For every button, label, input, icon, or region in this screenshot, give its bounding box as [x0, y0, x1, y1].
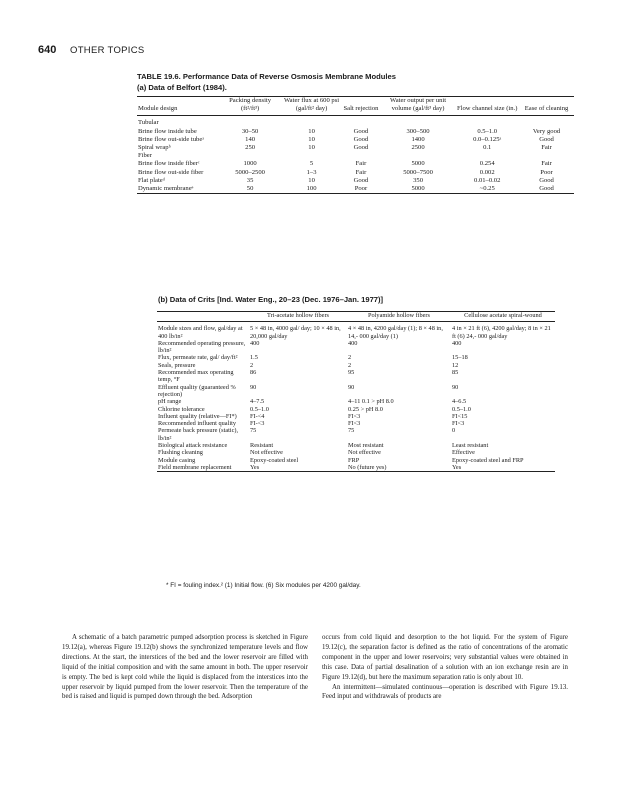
table-b-cell: Chlorine tolerance — [158, 405, 205, 413]
table-b-row — [157, 384, 555, 399]
table-b-row — [157, 413, 555, 420]
table-a-cell: Good — [353, 144, 369, 152]
table-b-cell: 4–11 0.1 > pH 8.0 — [348, 398, 394, 406]
table-a-cell: 1000 — [243, 160, 257, 168]
table-a-cell: 100 — [306, 185, 317, 193]
table-a-row — [137, 128, 574, 136]
table-a-row — [137, 116, 574, 128]
table-a-cell — [282, 116, 341, 128]
table-a-cell — [218, 152, 282, 160]
table-a-cell: 250 — [245, 144, 256, 152]
table-a-row — [137, 144, 574, 152]
table-b-subtitle: (b) Data of Crits [Ind. Water Eng., 20–23 (Dec. 1976–Jan. 1977)] — [158, 295, 384, 304]
table-a-cell: 2500 — [411, 144, 425, 152]
table-a-cell: Good — [539, 185, 554, 193]
table-b-cell: 75 — [348, 427, 355, 435]
table-b-cell: Flux, permeate rate, gal/ day/ft² — [158, 354, 238, 362]
table-b-cell: Recommended influent quality — [158, 420, 236, 428]
table-a-cell: Fair — [541, 160, 552, 168]
table-b-cell: Flushing cleaning — [158, 449, 203, 457]
table-a-cell: 1400 — [411, 135, 425, 143]
table-b-row — [157, 420, 555, 427]
table-a-body — [137, 116, 574, 194]
table-a-cell: 350 — [413, 176, 423, 184]
table-b-cell: 4 in × 21 ft (6), 4200 gal/day; 8 in × 21 ft (6) 24,- 000 gal/day — [452, 325, 551, 340]
table-a-cell: 0.002 — [479, 168, 495, 176]
table-b-cell: 1.5 — [250, 354, 258, 362]
table-a-cell: Dynamic membraneᵉ — [138, 185, 194, 193]
table-b-cell: Influent quality (relative—FI*) — [158, 412, 237, 420]
table-a-cell: 10 — [308, 135, 315, 143]
table-b-cell: Effluent quality (guaranteed % rejection) — [158, 383, 236, 398]
table-b-cell: 0 — [452, 427, 456, 435]
table-b-cell: 2 — [250, 361, 254, 369]
table-b-cell: pH range — [158, 398, 182, 406]
table-a-cell: Good — [539, 176, 554, 184]
table-a-cell: Poor — [354, 185, 368, 193]
table-b-header-cell — [157, 312, 249, 322]
table-a-subtitle: (a) Data of Belfort (1984). — [137, 83, 227, 92]
table-b-header-row — [157, 312, 555, 322]
table-a-cell — [519, 152, 574, 160]
table-a-header-cell: Water flux at 600 psi (gal/ft² day) — [283, 97, 340, 113]
table-a-cell: Good — [539, 135, 554, 143]
table-a-cell: 0.254 — [479, 160, 495, 168]
table-a-cell — [218, 116, 282, 128]
table-a-cell: Brine flow out-side fiber — [138, 168, 204, 176]
table-b-cell: Not effective — [250, 449, 283, 457]
table-b-cell: Epoxy-coated steel and FRP — [452, 456, 524, 464]
table-b-row — [157, 406, 555, 413]
table-a-cell: Fair — [355, 168, 367, 176]
table-b-row — [157, 322, 555, 340]
body-right-column — [322, 633, 568, 702]
table-b-row — [157, 449, 555, 456]
table-b-row — [157, 369, 555, 384]
table-a-header-cell: Ease of cleaning — [524, 105, 569, 113]
table-b-cell: Effective — [452, 449, 475, 457]
table-a-row — [137, 177, 574, 185]
table-a-cell: Fair — [541, 144, 552, 152]
table-a-cell: Spiral wrapᵇ — [138, 144, 171, 152]
table-a-cell: 50 — [246, 185, 254, 193]
table-a-cell: Very good — [532, 127, 561, 135]
table-b-header-cell: Tri-acetate hollow fibers — [266, 312, 330, 319]
table-b-header-cell: Polyamide hollow fibers — [368, 312, 430, 319]
table-a-header-cell: Salt rejection — [343, 105, 379, 113]
table-b-cell: 5 × 48 in, 4000 gal/ day; 10 × 48 in, 20,000 gal/day — [250, 325, 341, 340]
table-b-cell: 2 — [348, 354, 352, 362]
table-b-cell: 0.5–1.0 — [452, 405, 471, 413]
table-b-cell: Epoxy-coated steel — [250, 456, 299, 464]
table-b-cell: Most resistant — [348, 442, 384, 450]
table-b-cell: FI-<3 — [250, 420, 265, 428]
table-b-cell: No (future yes) — [348, 463, 387, 471]
table-b-cell: Least resistant — [452, 442, 489, 450]
table-b-cell: Recommended operating pressure, lb/in² — [158, 339, 246, 355]
table-a-cell — [455, 116, 519, 128]
table-b-cell: 15–18 — [452, 354, 468, 362]
table-a-cell: 0.5–1.0 — [477, 127, 498, 135]
body-paragraph: An intermittent—simulated continuous—operation is described with Figure 19.13. Feed input and withdrawals of products are — [322, 683, 568, 701]
table-a-row — [137, 136, 574, 144]
table-a-cell: 5000–2500 — [235, 168, 265, 176]
table-a-cell: 30–50 — [241, 127, 259, 135]
table-b-cell: FRP — [348, 456, 360, 464]
table-b-cell: 95 — [348, 369, 355, 377]
table-b-cell: 12 — [452, 361, 459, 369]
table-a-row — [137, 160, 574, 168]
table-a-cell — [341, 152, 381, 160]
table-a-header-cell: Water output per unit volume (gal/ft³ day) — [390, 97, 447, 113]
table-b-header-cell: Cellulose acetate spiral-wound — [464, 312, 542, 319]
table-a-row — [137, 169, 574, 177]
table-a-cell — [381, 116, 456, 128]
table-b-row — [157, 398, 555, 405]
table-a-row — [137, 152, 574, 160]
table-a-cell: 10 — [308, 176, 315, 184]
table-a-header-cell: Flow channel size (in.) — [456, 105, 518, 113]
table-b-cell: Permeate back pressure (static), lb/in² — [158, 427, 239, 442]
table-a-cell: Flat plateᵈ — [138, 176, 165, 184]
body-left-column — [62, 633, 308, 702]
table-b-cell: FI<3 — [452, 420, 465, 428]
table-b-cell: 0.25 > pH 8.0 — [348, 405, 383, 413]
table-b-row — [157, 362, 555, 369]
table-b-cell: 4–6.5 — [452, 398, 467, 406]
table-b-cell: 75 — [250, 427, 257, 435]
table-b-cell: 2 — [348, 361, 352, 369]
table-b — [157, 311, 555, 472]
table-a-cell: 140 — [245, 135, 256, 143]
table-a-cell: 0.0–0.125ᵃ — [473, 135, 502, 143]
table-a-cell: 1–3 — [306, 168, 317, 176]
table-a-cell — [341, 116, 381, 128]
table-a-title: TABLE 19.6. Performance Data of Reverse Osmosis Membrane Modules — [137, 72, 396, 81]
table-b-cell: FI-<4 — [250, 412, 265, 420]
table-b-row — [157, 340, 555, 355]
table-b-cell: 400 — [250, 339, 260, 347]
table-a-cell: 5 — [309, 160, 314, 168]
table-b-cell: 86 — [250, 369, 257, 377]
table-b-row — [157, 354, 555, 361]
table-a-cell: 0.1 — [483, 144, 492, 152]
table-b-cell: 90 — [348, 383, 355, 391]
table-a-cell: Poor — [540, 168, 553, 176]
table-b-cell: Field membrane replacement — [158, 463, 232, 471]
table-a-cell: 0.01–0.02 — [474, 176, 501, 184]
table-a-cell — [282, 152, 341, 160]
table-a-cell: ~0.25 — [479, 185, 495, 193]
table-a-header-cell: Packing density (ft²/ft³) — [229, 97, 272, 113]
body-paragraph: occurs from cold liquid and desorption to the hot liquid. For the system of Figure 19.12(c), the separation factor is defined as the ratio of concentrations of the aromatic component in the upper and lower reservoirs; very substantial values were obtained in this case. Data of partial desalination of a solution with an ion exchange resin are in Figure 19.12(d), but here the maximum separation ratio is only about 10. — [322, 634, 568, 681]
table-b-cell: FI<3 — [348, 412, 361, 420]
table-a-cell: 10 — [308, 144, 315, 152]
table-a-cell: Fiber — [138, 152, 152, 160]
table-b-row — [157, 442, 555, 449]
table-b-cell: 90 — [250, 383, 257, 391]
table-b-row — [157, 464, 555, 472]
table-b-body — [157, 322, 555, 472]
table-a-header-row — [137, 97, 574, 116]
table-a-cell: Fair — [355, 160, 367, 168]
table-b-cell: 400 — [348, 339, 358, 347]
table-a-cell — [455, 152, 519, 160]
table-a-cell: Good — [353, 176, 369, 184]
table-b-cell: Recommended max operating temp, °F — [158, 369, 234, 384]
table-a — [137, 96, 574, 194]
table-b-row — [157, 457, 555, 464]
table-a-cell: 5000–7500 — [403, 168, 433, 176]
table-a-header-cell: Module design — [138, 105, 178, 113]
table-b-cell: Module casing — [158, 456, 196, 464]
table-a-cell: 5000 — [411, 160, 425, 168]
table-b-cell: FI<15 — [452, 412, 468, 420]
table-a-cell: Tubular — [138, 119, 159, 127]
table-a-cell — [381, 152, 456, 160]
table-b-cell: Biological attack resistance — [158, 442, 228, 450]
table-a-cell: Brine flow inside fiberᶜ — [138, 160, 200, 168]
table-a-cell: 300–500 — [406, 127, 430, 135]
table-a-cell: 10 — [308, 127, 315, 135]
table-b-row — [157, 427, 555, 442]
table-b-cell: 85 — [452, 369, 459, 377]
table-a-cell: Brine flow out-side tubeᵃ — [138, 135, 205, 143]
table-a-cell: 35 — [246, 176, 254, 184]
table-b-cell: Module sizes and flow, gal/day at 400 lb/in² — [158, 325, 243, 340]
table-b-cell: 400 — [452, 339, 462, 347]
table-b-cell: Seals, pressure — [158, 361, 196, 369]
running-title: OTHER TOPICS — [70, 45, 145, 56]
table-b-cell: 4 × 48 in, 4200 gal/day (1); 8 × 48 in, 14,- 000 gal/day (1) — [348, 325, 443, 340]
page-number: 640 — [38, 44, 57, 56]
table-b-cell: FI<3 — [348, 420, 361, 428]
table-b-cell: 90 — [452, 383, 459, 391]
table-a-cell — [519, 116, 574, 128]
table-b-cell: 4–7.5 — [250, 398, 265, 406]
table-a-row — [137, 185, 574, 194]
table-b-cell: Yes — [452, 463, 462, 471]
table-a-cell: Good — [353, 127, 369, 135]
table-b-cell: Yes — [250, 463, 260, 471]
table-b-cell: 0.5–1.0 — [250, 405, 269, 413]
body-paragraph: A schematic of a batch parametric pumped adsorption process is sketched in Figure 19.12(a), whereas Figure 19.12(b) shows the synchronized temperature levels and flow directions. At the start, the interstices of the bed and the lower reservoir are filled with liquid of the initial composition and with the same amount in both. The upper reservoir is empty. The bed is kept cold while the liquid is displaced from the interstices into the upper reservoir by liquid pumped from the lower reservoir. Then the temperature of the bed is raised and liquid is pumped down through the bed. Adsorption — [62, 634, 308, 701]
table-b-footnote: * FI = fouling index.² (1) Initial flow. (6) Six modules per 4200 gal/day. — [166, 582, 361, 589]
table-a-cell: 5000 — [411, 185, 425, 193]
table-b-cell: Resistant — [250, 442, 274, 450]
table-a-cell: Good — [353, 135, 369, 143]
table-a-cell: Brine flow inside tube — [138, 127, 197, 135]
table-b-cell: Not effective — [348, 449, 381, 457]
